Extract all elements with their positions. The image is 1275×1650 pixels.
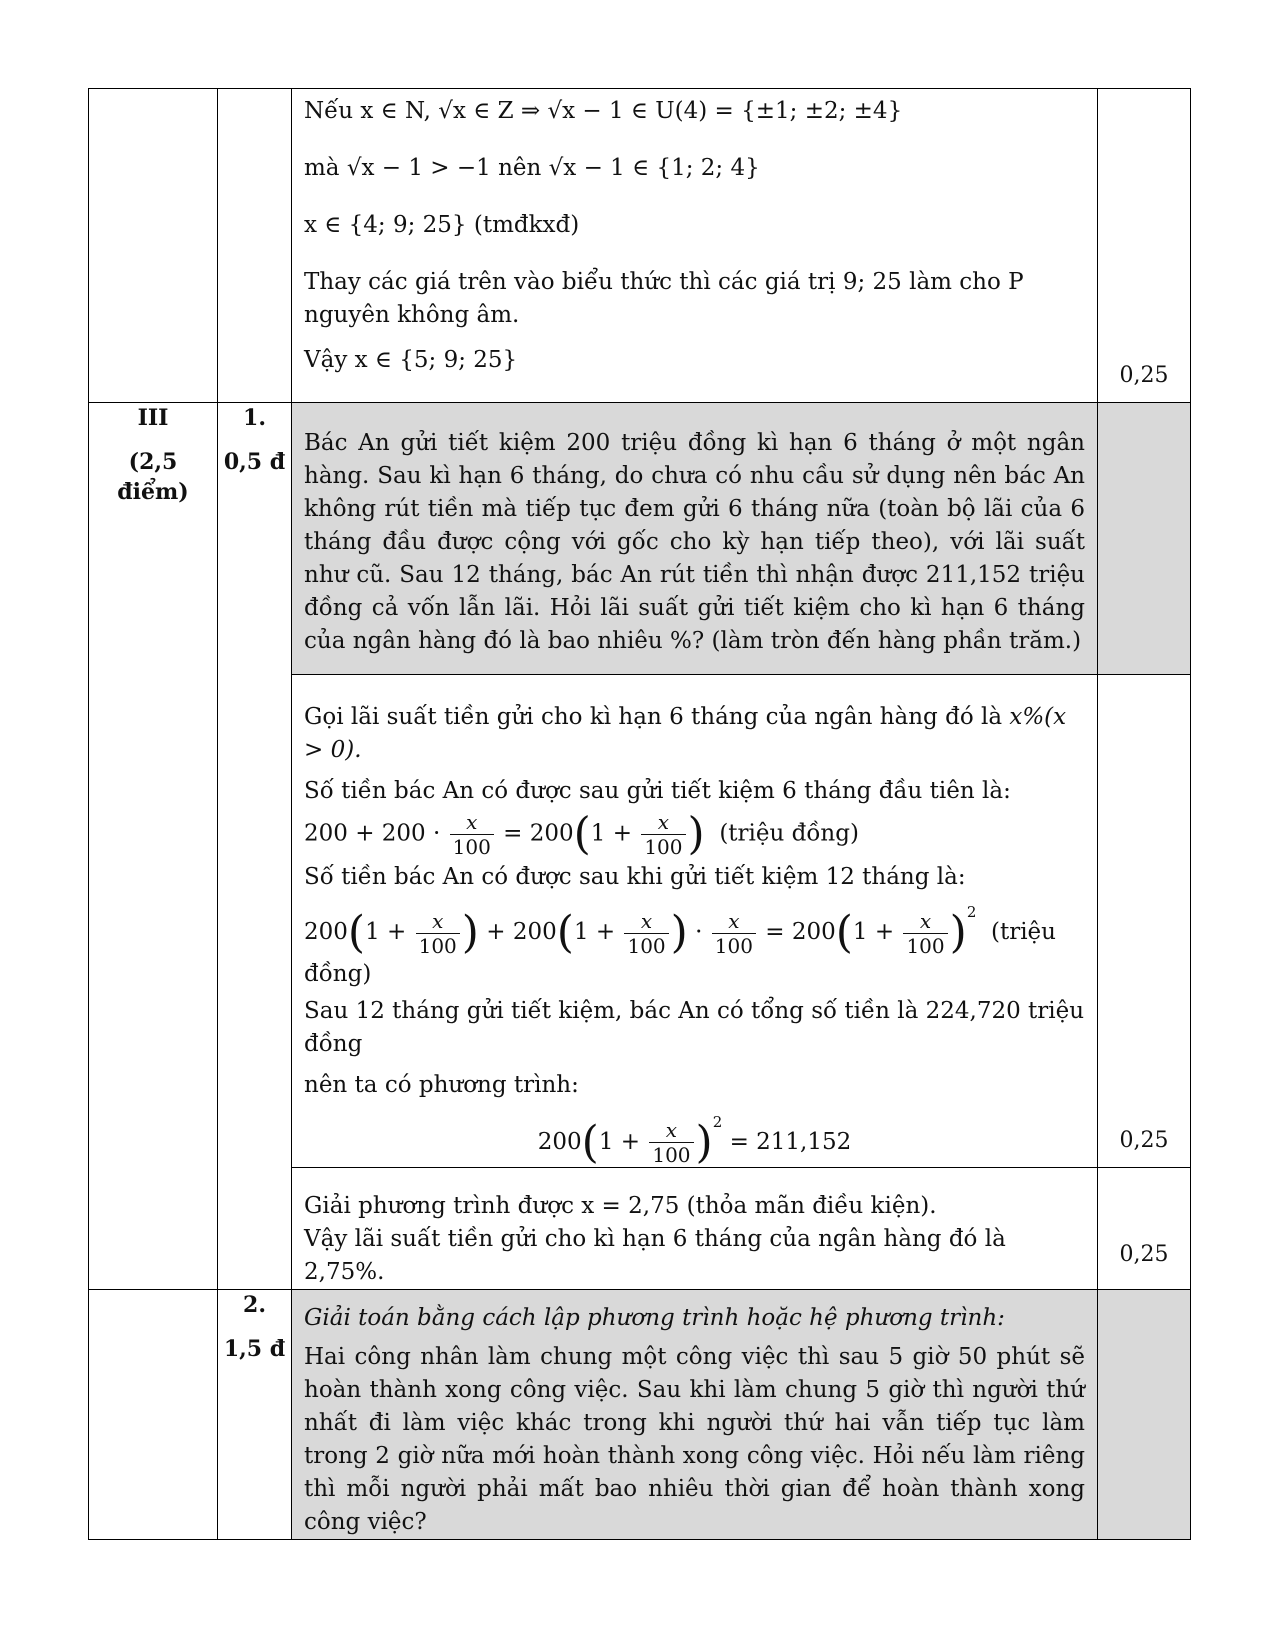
section-points: (2,5 điểm) [117,449,189,505]
sol-line-5: nên ta có phương trình: [304,1071,579,1098]
empty-section-cell-2 [89,1290,218,1540]
line-substitute: Thay các giá trên vào biểu thức thì các giá trị 9; 25 làm cho P nguyên không âm. [304,269,1024,328]
q1-sol1-score-cell [1098,675,1191,1168]
sol-line-4: Sau 12 tháng gửi tiết kiệm, bác An có tổng số tiền là 224,720 triệu đồng [304,997,1085,1057]
q1-sol2-score-cell [1098,1168,1191,1290]
line-restriction: mà √x − 1 > −1 nên √x − 1 ∈ {1; 2; 4} [304,155,760,181]
sol2-line-2: Vậy lãi suất tiền gửi cho kì hạn 6 tháng của ngân hàng đó là 2,75%. [304,1226,1006,1285]
q1-solution-2-cell [292,1168,1098,1290]
q1-problem-text: Bác An gửi tiết kiệm 200 triệu đồng kì hạn 6 tháng ở một ngân hàng. Sau kì hạn 6 tháng, do chưa có nhu cầu sử dụng nên bác An không rút tiền mà tiếp tục đem gửi 6 tháng nữa (toàn bộ lãi của 6 tháng đầu được cộng với gốc cho kỳ hạn tiếp theo), với lãi suất như cũ. Sau 12 tháng, bác An rút tiền thì nhận được 211,152 triệu đồng cả vốn lẫn lãi. Hỏi lãi suất gửi tiết kiệm cho kì hạn 6 tháng của ngân hàng đó là bao nhiêu %? (làm tròn đến hàng phần trăm.) [304,430,1085,654]
empty-question-cell [218,89,292,403]
q1-problem-score-cell [1098,403,1191,675]
line-x-set: x ∈ {4; 9; 25} (tmđkxđ) [304,212,580,238]
score-cell [1098,89,1191,403]
q2-problem-cell [292,1290,1098,1540]
q2-heading: Giải toán bằng cách lập phương trình hoặc hệ phương trình: [304,1305,1005,1331]
q2-problem-text: Hai công nhân làm chung một công việc thì sau 5 giờ 50 phút sẽ hoàn thành xong công việc. Sau khi làm chung 5 giờ thì người thứ nhất đi làm việc khác trong khi người thứ hai vẫn tiếp tục làm trong 2 giờ nữa mới hoàn thành xong công việc. Hỏi nếu làm riêng thì mỗi người phải mất bao nhiêu thời gian để hoàn thành xong công việc? [304,1344,1085,1535]
q1-number: 1. [243,405,266,431]
q2-points: 1,5 đ [223,1336,286,1362]
q1-label [218,403,292,1290]
line-condition: Nếu x ∈ N, √x ∈ Z ⇒ √x − 1 ∈ U(4) = {±1; ±2; ±4} [304,98,903,124]
q2-label [218,1290,292,1540]
row-continuation [89,89,1191,403]
row-q1-problem [89,403,1191,675]
sol2-line-1: Giải phương trình được x = 2,75 (thỏa mãn điều kiện). [304,1193,937,1219]
row-q2-problem [89,1290,1191,1540]
q1-solution-1-cell [292,675,1098,1168]
line-conclusion: Vậy x ∈ {5; 9; 25} [304,347,518,373]
q1-points: 0,5 đ [223,449,286,475]
equation-2: 200(1 + $\frac{x}{100}$ ) + 200(1 + $\frac{x}{100}$ ) · $\frac{x}{100}$ = 200(1 + $\frac{x}{100}$ )$^2$ (triệu đồng) [304,903,1056,987]
q2-number: 2. [243,1292,266,1318]
score-value: 0,25 [1119,363,1169,388]
section-iii-label [89,403,218,1290]
continuation-content [292,89,1098,403]
q2-score-cell [1098,1290,1191,1540]
sol-line-2: Số tiền bác An có được sau gửi tiết kiệm 6 tháng đầu tiên là: [304,778,1011,804]
sol-line-3: Số tiền bác An có được sau khi gửi tiết kiệm 12 tháng là: [304,864,966,890]
sol-line-1: Gọi lãi suất tiền gửi cho kì hạn 6 tháng của ngân hàng đó là x%(x > 0). [304,704,1067,763]
q1-problem-cell [292,403,1098,675]
empty-section-cell [89,89,218,403]
q1-sol1-score: 0,25 [1119,1128,1169,1153]
equation-3: 200(1 + $\frac{x}{100}$ )$^2$ = 211,152 [537,1112,852,1168]
section-number: III [137,405,169,431]
q1-sol2-score: 0,25 [1119,1242,1169,1267]
answer-key-table [88,88,1191,1540]
equation-1: 200 + 200 · $\frac{x}{100}$ = 200(1 + $\frac{x}{100}$ ) (triệu đồng) [304,808,859,860]
